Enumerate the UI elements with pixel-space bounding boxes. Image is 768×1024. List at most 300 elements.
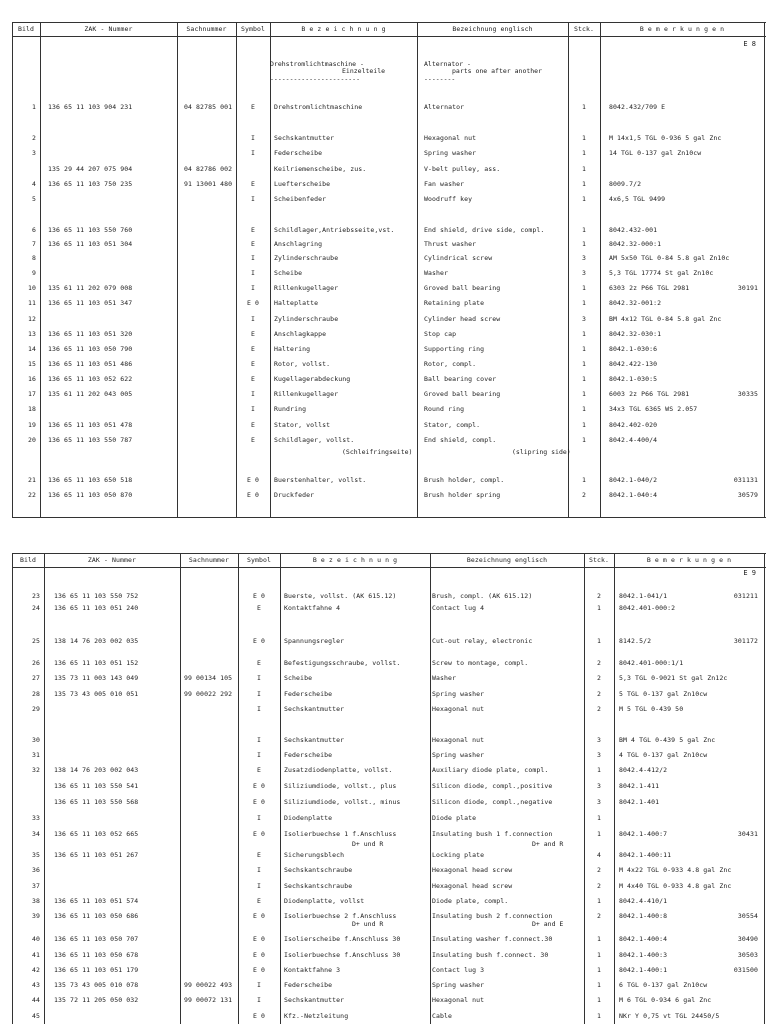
bild-cell: 21 — [27, 476, 36, 484]
symbol-cell: E — [256, 897, 261, 905]
bezeichnung-cell: Rillenkugellager — [274, 390, 339, 398]
quantity-cell: 1 — [581, 226, 586, 234]
remarks-cell: 4 TGL 0-137 gal Zn10cw — [619, 751, 708, 759]
symbol-cell: I — [250, 315, 255, 323]
bezeichnung-cell: Anschlagring — [274, 240, 323, 248]
bezeichnung-cell: Kfz.-Netzleitung — [284, 1012, 349, 1020]
symbol-cell: I — [250, 149, 255, 157]
remarks-cell: 8042.1-030:6 — [609, 345, 658, 353]
bezeichnung-cell: Sechskantmutter — [284, 705, 345, 713]
sachnummer-cell: 04 82785 001 — [184, 103, 233, 111]
zak-number-cell: 136 65 11 103 051 304 — [48, 240, 133, 248]
symbol-cell: E — [250, 240, 255, 248]
bild-cell: 28 — [31, 690, 40, 698]
zak-number-cell: 136 65 11 103 051 240 — [54, 604, 139, 612]
remarks-cell: 8042.432/709 E — [609, 103, 666, 111]
english-name-cell: Stator, compl. — [424, 421, 481, 429]
symbol-cell: I — [256, 736, 261, 744]
zak-number-cell: 135 29 44 207 075 904 — [48, 165, 133, 173]
bild-cell: 7 — [31, 240, 36, 248]
remarks-cell: 8042.1-400:7 — [619, 830, 668, 838]
bezeichnung-cell: Scheibenfeder — [274, 195, 327, 203]
remarks-cell: 8042.1-030:5 — [609, 375, 658, 383]
bezeichnung-cell: Scheibe — [284, 674, 313, 682]
symbol-cell: E 0 — [252, 592, 266, 600]
reference-cell: 30503 — [737, 951, 758, 959]
remarks-cell: 6 TGL 0-137 gal Zn10cw — [619, 981, 708, 989]
symbol-cell: E 0 — [252, 951, 266, 959]
quantity-cell: 3 — [581, 269, 586, 277]
symbol-cell: I — [256, 866, 261, 874]
symbol-cell: I — [250, 134, 255, 142]
row39-sub-en: D+ and E — [532, 920, 564, 928]
symbol-cell: E — [250, 345, 255, 353]
bild-cell: 31 — [31, 751, 40, 759]
row20-sub-en: (slipring side) — [512, 448, 571, 456]
english-name-cell: Woodruff key — [424, 195, 473, 203]
sachnummer-cell: 04 82786 002 — [184, 165, 233, 173]
english-name-cell: Contact lug 3 — [432, 966, 485, 974]
quantity-cell: 1 — [581, 421, 586, 429]
zak-number-cell: 136 65 11 103 051 478 — [48, 421, 133, 429]
remarks-cell: M 4x40 TGL 0-933 4.8 gal Znc — [619, 882, 732, 890]
bezeichnung-cell: Rundring — [274, 405, 307, 413]
header-sachnummer-2: Sachnummer — [188, 556, 230, 564]
symbol-cell: E — [250, 421, 255, 429]
bild-cell: 4 — [31, 180, 36, 188]
symbol-cell: I — [250, 254, 255, 262]
quantity-cell: 1 — [596, 766, 601, 774]
group-title-en-2: parts one after another — [452, 67, 543, 75]
english-name-cell: Insulating bush f.connect. 30 — [432, 951, 549, 959]
bezeichnung-cell: Schildlager,Antriebsseite,vst. — [274, 226, 395, 234]
quantity-cell: 1 — [581, 180, 586, 188]
bezeichnung-cell: Scheibe — [274, 269, 303, 277]
quantity-cell: 1 — [581, 240, 586, 248]
english-name-cell: Diode plate — [432, 814, 477, 822]
symbol-cell: E — [250, 180, 255, 188]
quantity-cell: 2 — [596, 690, 601, 698]
quantity-cell: 2 — [596, 882, 601, 890]
bezeichnung-cell: Buerste, vollst. (AK 615.12) — [284, 592, 397, 600]
bezeichnung-cell: Zusatzdiodenplatte, vollst. — [284, 766, 393, 774]
quantity-cell: 3 — [581, 315, 586, 323]
bezeichnung-cell: Isolierbuechse 1 f.Anschluss — [284, 830, 397, 838]
english-name-cell: Alternator — [424, 103, 465, 111]
quantity-cell: 2 — [596, 705, 601, 713]
english-name-cell: Spring washer — [432, 690, 485, 698]
english-name-cell: Insulating washer f.connect.30 — [432, 935, 553, 943]
remarks-cell: 8042.1-040/2 — [609, 476, 658, 484]
header-symbol-2: Symbol — [246, 556, 272, 564]
symbol-cell: E 0 — [252, 1012, 266, 1020]
zak-number-cell: 136 65 11 103 052 665 — [54, 830, 139, 838]
symbol-cell: I — [256, 751, 261, 759]
sachnummer-cell: 99 00072 131 — [184, 996, 233, 1004]
bild-cell: 16 — [27, 375, 36, 383]
english-name-cell: Insulating bush 2 f.connection — [432, 912, 553, 920]
english-name-cell: Cylinder head screw — [424, 315, 501, 323]
zak-number-cell: 136 65 11 103 051 152 — [54, 659, 139, 667]
english-name-cell: Locking plate — [432, 851, 485, 859]
bezeichnung-cell: Federscheibe — [284, 751, 333, 759]
symbol-cell: E — [250, 226, 255, 234]
remarks-cell: M 6 TGL 0-934 6 gal Znc — [619, 996, 712, 1004]
quantity-cell: 1 — [581, 299, 586, 307]
quantity-cell: 1 — [581, 345, 586, 353]
reference-cell: 301172 — [733, 637, 758, 645]
english-name-cell: Brush, compl. (AK 615.12) — [432, 592, 533, 600]
bild-cell: 34 — [31, 830, 40, 838]
sachnummer-cell: 99 00022 493 — [184, 981, 233, 989]
remarks-cell: AM 5x50 TGL 0-84 5.8 gal Zn10c — [609, 254, 730, 262]
english-name-cell: Washer — [432, 674, 457, 682]
bezeichnung-cell: Drehstromlichtmaschine — [274, 103, 363, 111]
english-name-cell: Fan washer — [424, 180, 465, 188]
remarks-cell: 8042.32-001:2 — [609, 299, 662, 307]
remarks-cell: 8042.402-020 — [609, 421, 658, 429]
zak-number-cell: 136 65 11 103 550 752 — [54, 592, 139, 600]
symbol-cell: E — [256, 604, 261, 612]
bild-cell: 24 — [31, 604, 40, 612]
bild-cell: 39 — [31, 912, 40, 920]
bild-cell: 2 — [31, 134, 36, 142]
zak-number-cell: 136 65 11 103 051 486 — [48, 360, 133, 368]
symbol-cell: I — [250, 195, 255, 203]
zak-number-cell: 135 73 43 005 010 078 — [54, 981, 139, 989]
header-bemerkungen: B e m e r k u n g e n — [639, 25, 725, 33]
bezeichnung-cell: Diodenplatte, vollst — [284, 897, 365, 905]
page-number-2: E 9 — [743, 569, 756, 577]
symbol-cell: I — [256, 882, 261, 890]
remarks-cell: 14 TGL 0-137 gal Zn10cw — [609, 149, 702, 157]
english-name-cell: Round ring — [424, 405, 465, 413]
symbol-cell: E — [250, 375, 255, 383]
quantity-cell: 1 — [581, 195, 586, 203]
header-bild: Bild — [17, 25, 35, 33]
bild-cell: 43 — [31, 981, 40, 989]
remarks-cell: M 14x1,5 TGL 0-936 5 gal Znc — [609, 134, 722, 142]
zak-number-cell: 135 73 43 005 010 051 — [54, 690, 139, 698]
english-name-cell: Screw to montage, compl. — [432, 659, 529, 667]
reference-cell: 30579 — [737, 491, 758, 499]
quantity-cell: 3 — [596, 736, 601, 744]
bezeichnung-cell: Isolierscheibe f.Anschluss 30 — [284, 935, 401, 943]
row39-sub-de: D+ und R — [352, 920, 384, 928]
symbol-cell: E — [250, 103, 255, 111]
remarks-cell: 8042.1-401 — [619, 798, 660, 806]
bild-cell: 33 — [31, 814, 40, 822]
symbol-cell: I — [256, 814, 261, 822]
quantity-cell: 2 — [596, 866, 601, 874]
remarks-cell: BM 4x12 TGL 0-84 5.8 gal Znc — [609, 315, 722, 323]
symbol-cell: E 0 — [252, 935, 266, 943]
header-bezeichnung-2: B e z e i c h n u n g — [312, 556, 398, 564]
zak-number-cell: 135 73 11 003 143 049 — [54, 674, 139, 682]
bild-cell: 1 — [31, 103, 36, 111]
remarks-cell: 8042.4-400/4 — [609, 436, 658, 444]
remarks-cell: 8042.4-410/1 — [619, 897, 668, 905]
group-title-de: Drehstromlichtmaschine - — [270, 60, 364, 68]
remarks-cell: 8042.1-400:1 — [619, 966, 668, 974]
english-name-cell: Ball bearing cover — [424, 375, 497, 383]
remarks-cell: 8042.1-400:3 — [619, 951, 668, 959]
zak-number-cell: 136 65 11 103 051 320 — [48, 330, 133, 338]
group-title-de-rule: ----------------------- — [270, 75, 361, 83]
bild-cell: 20 — [27, 436, 36, 444]
bezeichnung-cell: Sechskantschraube — [284, 882, 353, 890]
remarks-cell: M 5 TGL 0-439 50 — [619, 705, 684, 713]
symbol-cell: E 0 — [252, 637, 266, 645]
bezeichnung-cell: Druckfeder — [274, 491, 315, 499]
bezeichnung-cell: Buerstenhalter, vollst. — [274, 476, 367, 484]
remarks-cell: 5 TGL 0-137 gal Zn10cw — [619, 690, 708, 698]
header-bezeichnung-englisch-2: Bezeichnung englisch — [466, 556, 548, 564]
bezeichnung-cell: Anschlagkappe — [274, 330, 327, 338]
quantity-cell: 1 — [581, 149, 586, 157]
remarks-cell: 8042.432-001 — [609, 226, 658, 234]
english-name-cell: Spring washer — [432, 751, 485, 759]
bild-cell: 29 — [31, 705, 40, 713]
header-zak-number: ZAK - Nummer — [84, 25, 133, 33]
remarks-cell: 8042.32-000:1 — [609, 240, 662, 248]
remarks-cell: 6303 2z P66 TGL 2981 — [609, 284, 690, 292]
english-name-cell: Hexagonal nut — [432, 705, 485, 713]
english-name-cell: Contact lug 4 — [432, 604, 485, 612]
remarks-cell: 8042.1-400:4 — [619, 935, 668, 943]
group-title-en-rule: -------- — [424, 75, 456, 83]
symbol-cell: I — [250, 284, 255, 292]
symbol-cell: E 0 — [252, 830, 266, 838]
bezeichnung-cell: Sicherungsblech — [284, 851, 345, 859]
zak-number-cell: 135 61 11 202 043 005 — [48, 390, 133, 398]
symbol-cell: E — [256, 851, 261, 859]
symbol-cell: I — [256, 705, 261, 713]
quantity-cell: 3 — [581, 254, 586, 262]
bild-cell: 3 — [31, 149, 36, 157]
quantity-cell: 1 — [596, 996, 601, 1004]
bild-cell: 12 — [27, 315, 36, 323]
quantity-cell: 1 — [581, 103, 586, 111]
remarks-cell: 8042.401-000:1/1 — [619, 659, 684, 667]
quantity-cell: 1 — [596, 830, 601, 838]
english-name-cell: Rotor, compl. — [424, 360, 477, 368]
sachnummer-cell: 99 00134 105 — [184, 674, 233, 682]
sachnummer-cell: 99 00022 292 — [184, 690, 233, 698]
bezeichnung-cell: Isolierbuechse 2 f.Anschluss — [284, 912, 397, 920]
row34-sub-de: D+ und R — [352, 840, 384, 848]
zak-number-cell: 135 61 11 202 079 008 — [48, 284, 133, 292]
bezeichnung-cell: Federscheibe — [284, 690, 333, 698]
reference-cell: 30191 — [737, 284, 758, 292]
remarks-cell: 5,3 TGL 17774 St gal Zn10c — [609, 269, 714, 277]
quantity-cell: 1 — [581, 375, 586, 383]
remarks-cell: 6003 2z P66 TGL 2981 — [609, 390, 690, 398]
bild-cell: 41 — [31, 951, 40, 959]
group-title-en: Alternator - — [424, 60, 471, 68]
bild-cell: 23 — [31, 592, 40, 600]
remarks-cell: 8042.1-411 — [619, 782, 660, 790]
zak-number-cell: 136 65 11 103 051 574 — [54, 897, 139, 905]
quantity-cell: 1 — [596, 935, 601, 943]
symbol-cell: E — [256, 659, 261, 667]
quantity-cell: 1 — [596, 897, 601, 905]
bezeichnung-cell: Haltering — [274, 345, 311, 353]
symbol-cell: I — [256, 674, 261, 682]
bezeichnung-cell: Keilriemenscheibe, zus. — [274, 165, 367, 173]
symbol-cell: E 0 — [246, 476, 260, 484]
bild-cell: 38 — [31, 897, 40, 905]
zak-number-cell: 136 65 11 103 050 678 — [54, 951, 139, 959]
zak-number-cell: 136 65 11 103 550 787 — [48, 436, 133, 444]
quantity-cell: 2 — [596, 912, 601, 920]
symbol-cell: E — [256, 766, 261, 774]
english-name-cell: End shield, drive side, compl. — [424, 226, 545, 234]
bezeichnung-cell: Spannungsregler — [284, 637, 345, 645]
bild-cell: 30 — [31, 736, 40, 744]
header-stueck-2: Stck. — [588, 556, 610, 564]
remarks-cell: M 4x22 TGL 0-933 4.8 gal Znc — [619, 866, 732, 874]
quantity-cell: 2 — [581, 491, 586, 499]
zak-number-cell: 136 65 11 103 050 707 — [54, 935, 139, 943]
english-name-cell: Hexagonal head screw — [432, 882, 513, 890]
bild-cell: 35 — [31, 851, 40, 859]
zak-number-cell: 136 65 11 103 550 541 — [54, 782, 139, 790]
remarks-cell: 5,3 TGL 0-9021 St gal Zn12c — [619, 674, 728, 682]
quantity-cell: 1 — [581, 330, 586, 338]
quantity-cell: 3 — [596, 751, 601, 759]
english-name-cell: Brush holder, compl. — [424, 476, 505, 484]
symbol-cell: E — [250, 436, 255, 444]
symbol-cell: E — [250, 330, 255, 338]
symbol-cell: I — [250, 269, 255, 277]
bezeichnung-cell: Sechskantmutter — [284, 736, 345, 744]
header-symbol: Symbol — [240, 25, 266, 33]
symbol-cell: I — [256, 690, 261, 698]
quantity-cell: 1 — [596, 966, 601, 974]
zak-number-cell: 136 65 11 103 550 568 — [54, 798, 139, 806]
english-name-cell: Silicon diode, compl.,positive — [432, 782, 553, 790]
bild-cell: 42 — [31, 966, 40, 974]
bezeichnung-cell: Stator, vollst — [274, 421, 331, 429]
reference-cell: 30490 — [737, 935, 758, 943]
remarks-cell: 8042.401-000:2 — [619, 604, 676, 612]
reference-cell: 031131 — [733, 476, 758, 484]
english-name-cell: Groved ball bearing — [424, 390, 501, 398]
remarks-cell: NKr Y 0,75 vt TGL 24450/5 — [619, 1012, 720, 1020]
sachnummer-cell: 91 13001 480 — [184, 180, 233, 188]
zak-number-cell: 138 14 76 203 002 043 — [54, 766, 139, 774]
bild-cell: 15 — [27, 360, 36, 368]
bezeichnung-cell: Sechskantmutter — [284, 996, 345, 1004]
english-name-cell: Supporting ring — [424, 345, 485, 353]
english-name-cell: Thrust washer — [424, 240, 477, 248]
bild-cell: 40 — [31, 935, 40, 943]
row34-sub-en: D+ and R — [532, 840, 564, 848]
bezeichnung-cell: Luefterscheibe — [274, 180, 331, 188]
english-name-cell: Stop cap — [424, 330, 457, 338]
parts-table-sheet-1 — [12, 22, 766, 518]
remarks-cell: 4x6,5 TGL 9499 — [609, 195, 666, 203]
bezeichnung-cell: Halteplatte — [274, 299, 319, 307]
zak-number-cell: 136 65 11 103 750 235 — [48, 180, 133, 188]
header-sachnummer: Sachnummer — [186, 25, 227, 33]
symbol-cell: E 0 — [252, 798, 266, 806]
quantity-cell: 1 — [596, 637, 601, 645]
quantity-cell: 3 — [596, 782, 601, 790]
bezeichnung-cell: Zylinderschraube — [274, 315, 339, 323]
english-name-cell: Silicon diode, compl.,negative — [432, 798, 553, 806]
quantity-cell: 1 — [581, 165, 586, 173]
bild-cell: 17 — [27, 390, 36, 398]
english-name-cell: Hexagonal head screw — [432, 866, 513, 874]
english-name-cell: End shield, compl. — [424, 436, 497, 444]
symbol-cell: I — [250, 390, 255, 398]
english-name-cell: Retaining plate — [424, 299, 485, 307]
bild-cell: 26 — [31, 659, 40, 667]
header-bezeichnung: B e z e i c h n u n g — [301, 25, 386, 33]
bezeichnung-cell: Isolierbuechse f.Anschluss 30 — [284, 951, 401, 959]
quantity-cell: 1 — [596, 814, 601, 822]
bild-cell: 22 — [27, 491, 36, 499]
symbol-cell: E 0 — [246, 491, 260, 499]
quantity-cell: 1 — [581, 360, 586, 368]
symbol-cell: E 0 — [252, 782, 266, 790]
english-name-cell: Cable — [432, 1012, 453, 1020]
bild-cell: 36 — [31, 866, 40, 874]
bezeichnung-cell: Kontaktfahne 3 — [284, 966, 341, 974]
bezeichnung-cell: Siliziumdiode, vollst., plus — [284, 782, 397, 790]
english-name-cell: Cylindrical screw — [424, 254, 493, 262]
bezeichnung-cell: Federscheibe — [274, 149, 323, 157]
bezeichnung-cell: Federscheibe — [284, 981, 333, 989]
quantity-cell: 1 — [596, 1012, 601, 1020]
quantity-cell: 1 — [581, 134, 586, 142]
zak-number-cell: 136 65 11 103 050 790 — [48, 345, 133, 353]
bezeichnung-cell: Rillenkugellager — [274, 284, 339, 292]
bezeichnung-cell: Befestigungsschraube, vollst. — [284, 659, 401, 667]
english-name-cell: Spring washer — [432, 981, 485, 989]
header-zak-number-2: ZAK - Nummer — [87, 556, 137, 564]
english-name-cell: Hexagonal nut — [432, 996, 485, 1004]
bild-cell: 18 — [27, 405, 36, 413]
remarks-cell: 8042.1-400:11 — [619, 851, 672, 859]
bild-cell: 9 — [31, 269, 36, 277]
remarks-cell: 34x3 TGL 6365 WS 2.057 — [609, 405, 698, 413]
bild-cell: 14 — [27, 345, 36, 353]
header-stueck: Stck. — [573, 25, 595, 33]
symbol-cell: E 0 — [252, 912, 266, 920]
bild-cell: 6 — [31, 226, 36, 234]
zak-number-cell: 136 65 11 103 550 760 — [48, 226, 133, 234]
bild-cell: 27 — [31, 674, 40, 682]
symbol-cell: I — [256, 981, 261, 989]
row20-sub-de: (Schleifringseite) — [342, 448, 413, 456]
bezeichnung-cell: Kugellagerabdeckung — [274, 375, 351, 383]
bezeichnung-cell: Kontaktfahne 4 — [284, 604, 341, 612]
zak-number-cell: 135 72 11 205 050 032 — [54, 996, 139, 1004]
bild-cell: 44 — [31, 996, 40, 1004]
english-name-cell: Auxiliary diode plate, compl. — [432, 766, 549, 774]
bezeichnung-cell: Schildlager, vollst. — [274, 436, 355, 444]
reference-cell: 30554 — [737, 912, 758, 920]
english-name-cell: Insulating bush 1 f.connection — [432, 830, 553, 838]
remarks-cell: 8042.32-030:1 — [609, 330, 662, 338]
quantity-cell: 4 — [596, 851, 601, 859]
bild-cell: 32 — [31, 766, 40, 774]
symbol-cell: I — [256, 996, 261, 1004]
symbol-cell: E — [250, 360, 255, 368]
